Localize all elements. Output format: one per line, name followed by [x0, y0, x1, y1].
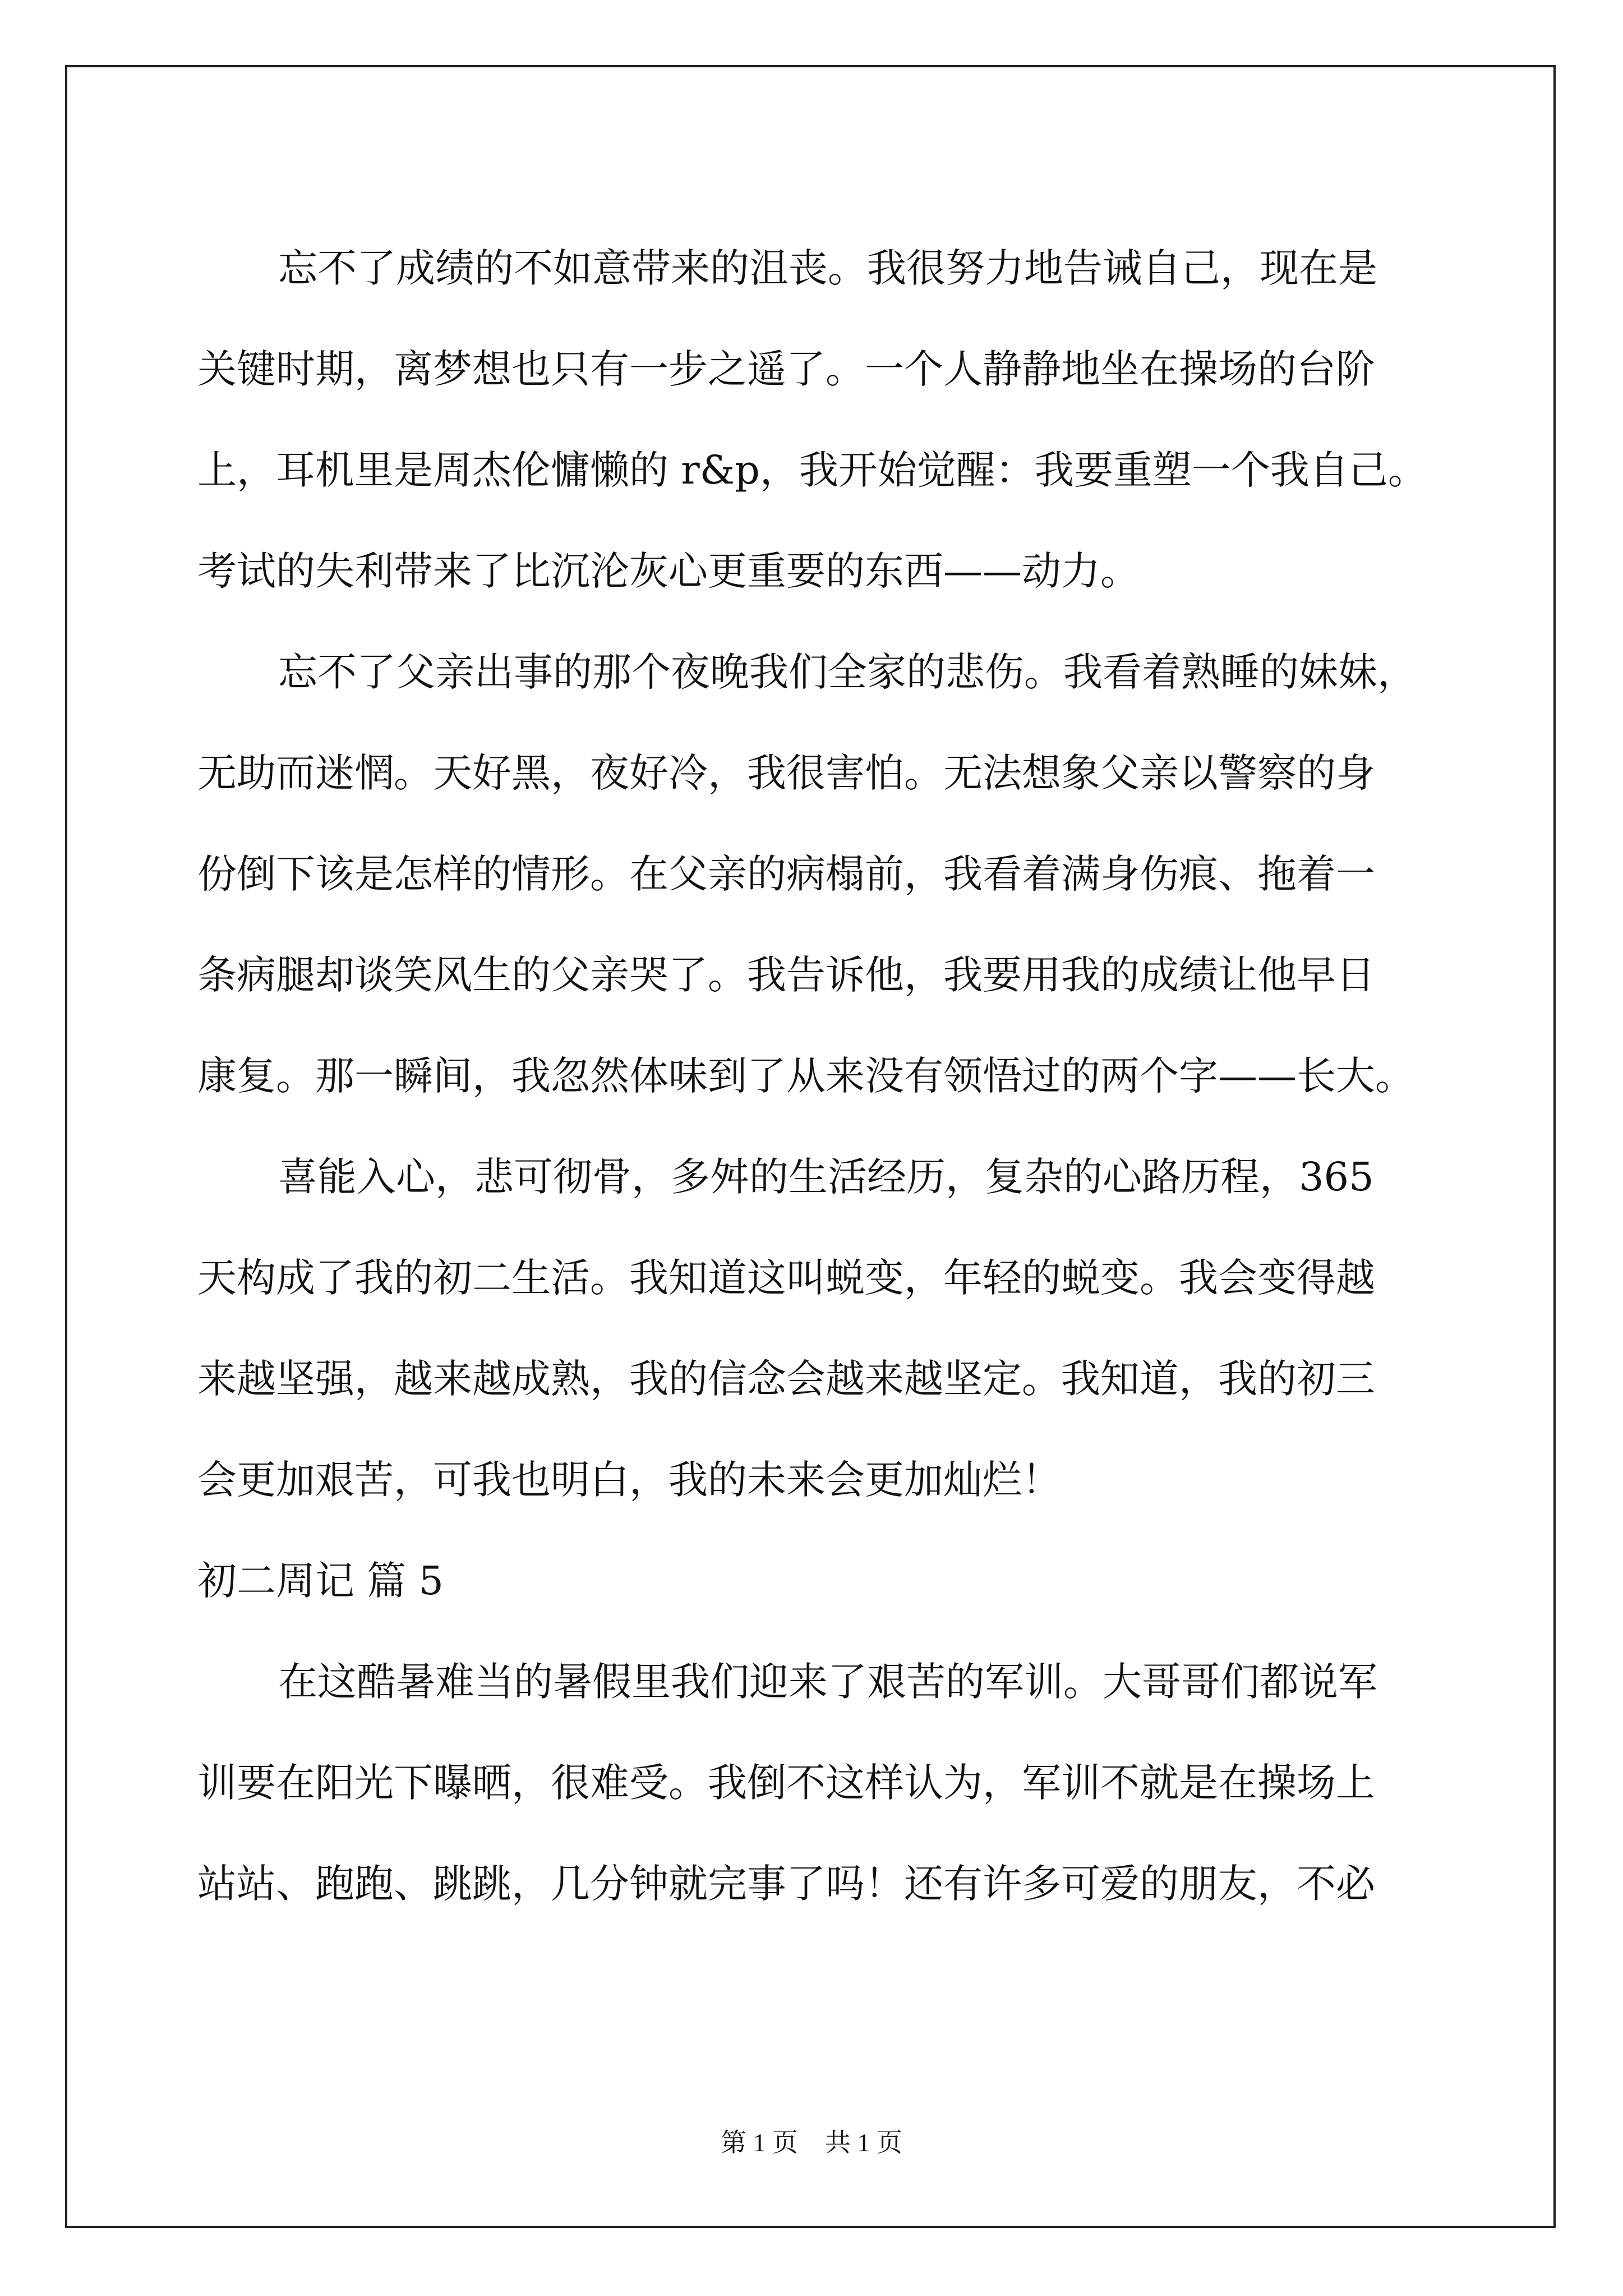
paragraph — [197, 1126, 1448, 1530]
text-line: 份倒下该是怎样的情形。在父亲的病榻前，我看着满身伤痕、拖着一 — [197, 851, 1375, 897]
text-line: 关键时期，离梦想也只有一步之遥了。一个人静静地坐在操场的台阶 — [197, 346, 1375, 392]
text-line: 站站、跑跑、跳跳，几分钟就完事了吗！还有许多可爱的朋友，不必 — [197, 1861, 1375, 1907]
text-line: 天构成了我的初二生活。我知道这叫蜕变，年轻的蜕变。我会变得越 — [197, 1255, 1375, 1301]
text-line: 考试的失利带来了比沉沦灰心更重要的东西——动力。 — [197, 548, 1140, 594]
document-body — [197, 218, 1448, 1934]
text-line: 会更加艰苦，可我也明白，我的未来会更加灿烂！ — [197, 1457, 1061, 1503]
text-line: 训要在阳光下曝晒，很难受。我倒不这样认为，军训不就是在操场上 — [197, 1760, 1375, 1806]
page-total: 共 1 页 — [825, 2128, 902, 2157]
paragraph — [197, 218, 1448, 622]
section-heading: 初二周记 篇 5 — [197, 1558, 444, 1604]
text-line: 喜能入心，悲可彻骨，多舛的生活经历，复杂的心路历程，365 — [278, 1154, 1374, 1200]
page-footer — [0, 2126, 1623, 2160]
text-line: 康复。那一瞬间，我忽然体味到了从来没有领悟过的两个字——长大。 — [197, 1053, 1414, 1099]
paragraph — [197, 1631, 1448, 1934]
text-line: 无助而迷惘。天好黑，夜好冷，我很害怕。无法想象父亲以警察的身 — [197, 750, 1375, 796]
text-line: 忘不了成绩的不如意带来的沮丧。我很努力地告诫自己，现在是 — [278, 245, 1377, 291]
paragraph — [197, 622, 1448, 1126]
text-line: 来越坚强，越来越成熟，我的信念会越来越坚定。我知道，我的初三 — [197, 1356, 1375, 1402]
page-number: 第 1 页 — [721, 2128, 798, 2157]
text-line: 条病腿却谈笑风生的父亲哭了。我告诉他，我要用我的成绩让他早日 — [197, 952, 1375, 998]
text-line: 在这酷暑难当的暑假里我们迎来了艰苦的军训。大哥哥们都说军 — [278, 1659, 1377, 1705]
text-line: 上，耳机里是周杰伦慵懒的 r&p，我开始觉醒：我要重塑一个我自己。 — [197, 447, 1427, 493]
text-line: 忘不了父亲出事的那个夜晚我们全家的悲伤。我看着熟睡的妹妹， — [278, 649, 1417, 695]
